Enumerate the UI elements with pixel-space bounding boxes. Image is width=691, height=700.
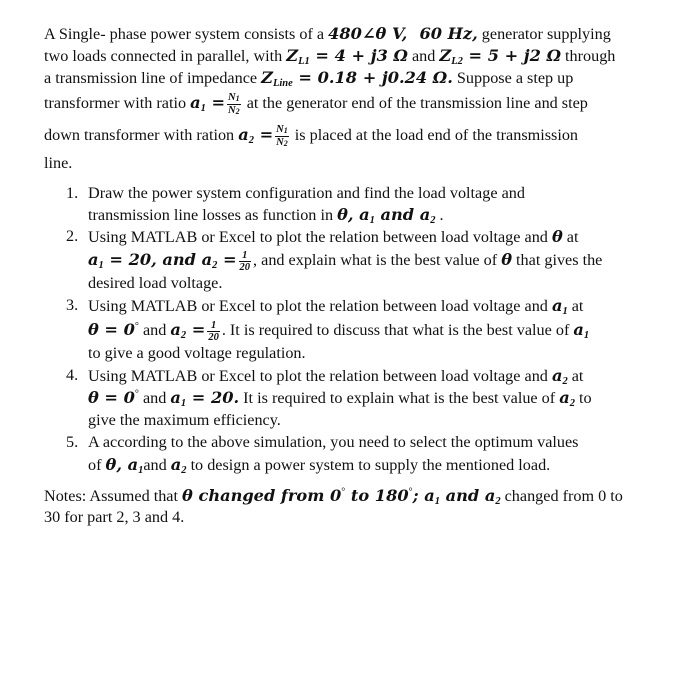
theta-equals-zero: θ = 0 (88, 320, 135, 340)
intro-line-2 (44, 46, 615, 67)
subscript: 2 (562, 376, 568, 387)
item-text: and (138, 389, 171, 407)
theta-range-start: θ changed from 0 (182, 486, 342, 505)
a1-symbol: a (573, 320, 584, 340)
item-3-line-3 (88, 344, 306, 363)
intro-text: two loads connected in parallel, with (44, 47, 287, 65)
item-text: that gives the (512, 251, 603, 270)
a2-subscript: 2 (248, 135, 254, 147)
subscript: 1 (98, 260, 104, 272)
notes-line-1 (44, 486, 623, 507)
zl1-value: = 4 + j3 Ω (309, 46, 408, 65)
item-text: at (567, 367, 584, 385)
intro-text: line. (44, 154, 73, 172)
list-number: 1. (66, 184, 79, 202)
equals-sign: = (205, 93, 226, 113)
subscript: 1 (369, 215, 375, 226)
a1-value-and-a2: = 20, and a (103, 250, 213, 270)
intro-text: A Single- phase power system consists of a (44, 25, 329, 43)
degree-symbol: ° (134, 388, 139, 400)
subscript: 2 (569, 398, 575, 409)
intro-text: through (560, 47, 616, 65)
theta-a1-expression: θ, a (337, 205, 370, 224)
n2-subscript: 2 (235, 107, 240, 116)
item-text: to (574, 389, 592, 407)
item-2-line-1 (88, 227, 578, 247)
degree-symbol: ° (408, 486, 413, 498)
item-5-line-1 (88, 433, 578, 452)
intro-text: down transformer with ration (44, 126, 239, 145)
subscript: 1 (434, 496, 440, 507)
turns-ratio-fraction-2 (275, 124, 289, 149)
item-text: Using MATLAB or Excel to plot the relation between load voltage and (88, 228, 552, 246)
item-text: to give a good voltage regulation. (88, 344, 306, 362)
subscript: 2 (212, 260, 218, 272)
item-text: at (567, 297, 584, 315)
voltage-expression: 480∠θ V, (328, 24, 408, 43)
subscript: 1 (138, 465, 144, 476)
subscript: 2 (430, 215, 436, 226)
a1-symbol: a (551, 296, 563, 315)
item-text: desired load voltage. (88, 274, 223, 292)
item-text: Draw the power system configuration and find the load voltage and (88, 184, 525, 202)
theta-symbol: θ (551, 227, 563, 246)
a1-subscript: 1 (200, 103, 206, 115)
item-text: and (138, 321, 171, 340)
item-4-line-3 (88, 411, 281, 430)
list-number: 4. (66, 366, 79, 384)
zl1-subscript: L1 (298, 56, 310, 67)
turns-ratio-fraction (227, 92, 241, 117)
degree-symbol: ° (341, 486, 346, 498)
a2-symbol: a (551, 366, 563, 385)
notes-text: Notes: Assumed that (44, 487, 183, 505)
item-text: of (88, 456, 106, 474)
zline-subscript: Line (272, 78, 293, 89)
theta-symbol: θ (501, 250, 512, 270)
one-over-twenty-fraction (239, 250, 252, 273)
theta-range-end: to 180 (345, 486, 409, 505)
a1-value: = 20. (186, 388, 240, 407)
intro-text: and (407, 47, 440, 65)
item-text: , and explain what is the best value of (253, 251, 502, 270)
item-1-line-1 (88, 184, 525, 203)
n1-symbol: N (228, 92, 236, 103)
item-text: give the maximum efficiency. (88, 411, 281, 429)
item-4-line-2 (88, 388, 592, 409)
item-2-line-2 (88, 250, 602, 273)
intro-text: at the generator end of the transmission line and step (242, 94, 588, 113)
zl1-symbol: Z (286, 46, 299, 65)
item-5-line-2 (88, 455, 550, 476)
a1-symbol: ; a (412, 486, 435, 505)
fraction-denominator: 20 (239, 262, 251, 273)
intro-text: Suppose a step up (452, 69, 574, 87)
a2-symbol: a (170, 320, 181, 340)
n1-subscript: 1 (235, 94, 240, 103)
list-number: 5. (66, 433, 79, 451)
intro-line-3 (44, 68, 573, 89)
n1-symbol: N (276, 124, 284, 135)
intro-text: transformer with ratio (44, 94, 191, 113)
subscript: 1 (583, 330, 590, 342)
theta-a1-expression: θ, a (105, 455, 139, 474)
fraction-denominator: 20 (208, 332, 219, 343)
notes-text: changed from 0 to (500, 487, 623, 505)
intro-line-5 (44, 124, 578, 149)
n1-subscript: 1 (283, 126, 288, 135)
zl2-value: = 5 + j2 Ω (462, 46, 561, 65)
subscript: 1 (562, 306, 568, 317)
item-text: transmission line losses as function in (88, 206, 338, 224)
item-2-line-3 (88, 274, 222, 293)
item-3-line-1 (88, 296, 583, 317)
equals-sign: = (217, 250, 237, 270)
item-1-line-2 (88, 205, 444, 226)
notes-text: 30 for part 2, 3 and 4. (44, 508, 185, 526)
n2-symbol: N (228, 105, 236, 116)
zline-symbol: Z (261, 68, 273, 87)
a2-symbol: a (170, 455, 182, 474)
fraction-numerator: 1 (239, 250, 252, 262)
equals-sign: = (186, 320, 206, 340)
a1-symbol: a (190, 93, 201, 113)
intro-line-1 (44, 24, 611, 44)
item-text: to design a power system to supply the mentioned load. (186, 456, 551, 474)
item-text: . (435, 206, 444, 224)
zl2-subscript: L2 (451, 56, 463, 67)
one-over-twenty-fraction (207, 320, 220, 343)
zl2-symbol: Z (439, 46, 452, 65)
item-text: Using MATLAB or Excel to plot the relation between load voltage and (88, 297, 552, 315)
subscript: 2 (181, 465, 187, 476)
item-text: . It is required to discuss that what is the best value of (221, 321, 574, 340)
and-a2-expression: and a (374, 205, 431, 224)
and-a2-expression: and a (439, 486, 496, 505)
item-text: A according to the above simulation, you need to select the optimum values (88, 433, 579, 451)
intro-text: is placed at the load end of the transmission (290, 126, 579, 145)
item-4-line-1 (88, 366, 583, 387)
item-text: It is required to explain what is the best value of (239, 389, 560, 407)
intro-line-6 (44, 154, 72, 173)
subscript: 1 (180, 398, 187, 409)
notes-line-2 (44, 508, 184, 527)
zline-value: = 0.18 + j0.24 Ω. (292, 68, 453, 87)
n2-subscript: 2 (283, 139, 288, 148)
item-text: at (562, 228, 579, 246)
a2-symbol: a (559, 388, 570, 407)
item-3-line-2 (88, 320, 589, 343)
equals-sign: = (253, 125, 274, 145)
n2-symbol: N (276, 137, 284, 148)
intro-line-4 (44, 92, 588, 117)
fraction-numerator: 1 (207, 320, 220, 332)
subscript: 2 (495, 496, 501, 507)
list-number: 2. (66, 227, 79, 245)
theta-equals-zero: θ = 0 (88, 388, 135, 407)
item-text: and (143, 456, 171, 474)
a2-symbol: a (238, 125, 249, 145)
list-number: 3. (66, 296, 79, 314)
intro-text: a transmission line of impedance (44, 69, 262, 87)
a1-symbol: a (170, 388, 181, 407)
frequency-expression: 60 Hz, (419, 24, 478, 43)
intro-text: generator supplying (477, 25, 611, 43)
subscript: 2 (180, 330, 187, 342)
a1-symbol: a (88, 250, 99, 270)
degree-symbol: ° (134, 320, 139, 332)
item-text: Using MATLAB or Excel to plot the relation between load voltage and (88, 367, 552, 385)
